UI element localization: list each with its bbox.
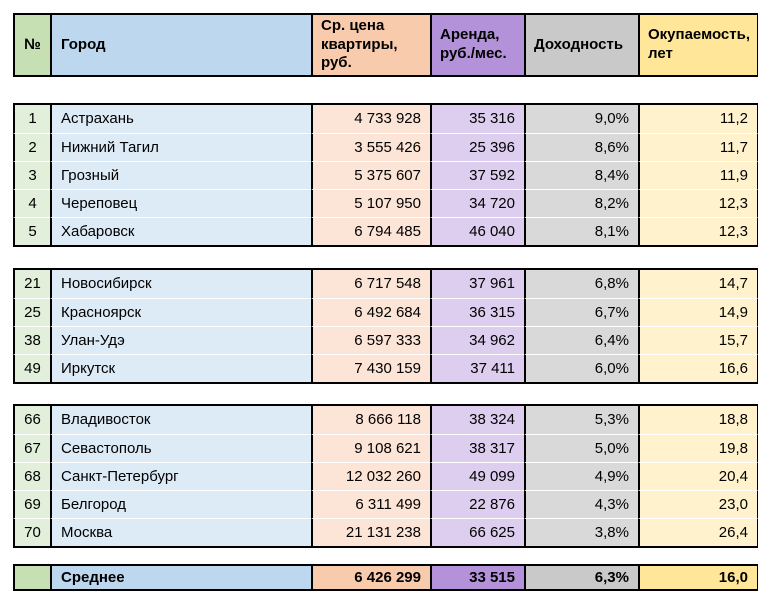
cell-rank: 68 xyxy=(13,462,50,490)
cell-city: Нижний Тагил xyxy=(50,133,311,161)
cell-payback: 14,9 xyxy=(638,298,758,326)
table-row xyxy=(13,133,758,161)
cell-avg-price: 5 375 607 xyxy=(311,161,430,189)
cell-rank: 25 xyxy=(13,298,50,326)
summary-row xyxy=(13,564,758,591)
header-payback: Окупаемость, лет xyxy=(638,15,758,75)
cell-rent: 46 040 xyxy=(430,217,524,245)
cell-yield: 9,0% xyxy=(524,105,638,133)
summary-payback: 16,0 xyxy=(638,566,758,589)
cell-yield: 3,8% xyxy=(524,518,638,546)
cell-city: Белгород xyxy=(50,490,311,518)
cell-rent: 34 962 xyxy=(430,326,524,354)
cell-avg-price: 9 108 621 xyxy=(311,434,430,462)
cell-payback: 11,9 xyxy=(638,161,758,189)
header-yield: Доходность xyxy=(524,15,638,75)
cell-rent: 37 592 xyxy=(430,161,524,189)
cell-yield: 6,8% xyxy=(524,270,638,298)
cell-city: Севастополь xyxy=(50,434,311,462)
header-avg-price: Ср. цена квартиры, руб. xyxy=(311,15,430,75)
cell-city: Санкт-Петербург xyxy=(50,462,311,490)
cell-rent: 37 961 xyxy=(430,270,524,298)
table-row xyxy=(13,217,758,245)
cell-rent: 37 411 xyxy=(430,354,524,382)
table-row xyxy=(13,189,758,217)
cell-city: Владивосток xyxy=(50,406,311,434)
cell-yield: 5,3% xyxy=(524,406,638,434)
cell-avg-price: 5 107 950 xyxy=(311,189,430,217)
cell-yield: 8,1% xyxy=(524,217,638,245)
cell-avg-price: 8 666 118 xyxy=(311,406,430,434)
cell-payback: 11,7 xyxy=(638,133,758,161)
cell-rank: 4 xyxy=(13,189,50,217)
table-row xyxy=(13,326,758,354)
cell-payback: 11,2 xyxy=(638,105,758,133)
cell-rank: 69 xyxy=(13,490,50,518)
table-row xyxy=(13,406,758,434)
cell-avg-price: 6 311 499 xyxy=(311,490,430,518)
cell-payback: 14,7 xyxy=(638,270,758,298)
table-row xyxy=(13,270,758,298)
summary-yield: 6,3% xyxy=(524,566,638,589)
table-row xyxy=(13,490,758,518)
cell-yield: 8,6% xyxy=(524,133,638,161)
cell-avg-price: 6 717 548 xyxy=(311,270,430,298)
cell-city: Астрахань xyxy=(50,105,311,133)
cell-rent: 25 396 xyxy=(430,133,524,161)
cell-city: Новосибирск xyxy=(50,270,311,298)
table-row xyxy=(13,434,758,462)
city-yield-table xyxy=(13,13,758,591)
cell-avg-price: 6 597 333 xyxy=(311,326,430,354)
cell-city: Грозный xyxy=(50,161,311,189)
cell-rank: 66 xyxy=(13,406,50,434)
cell-rent: 22 876 xyxy=(430,490,524,518)
cell-rank: 1 xyxy=(13,105,50,133)
cell-payback: 19,8 xyxy=(638,434,758,462)
cell-city: Улан-Удэ xyxy=(50,326,311,354)
summary-label: Среднее xyxy=(50,566,311,589)
cell-city: Иркутск xyxy=(50,354,311,382)
table-header-row xyxy=(13,13,758,77)
table-row xyxy=(13,518,758,546)
cell-avg-price: 7 430 159 xyxy=(311,354,430,382)
cell-rent: 49 099 xyxy=(430,462,524,490)
cell-rank: 5 xyxy=(13,217,50,245)
cell-yield: 5,0% xyxy=(524,434,638,462)
cell-yield: 6,7% xyxy=(524,298,638,326)
cell-rank: 3 xyxy=(13,161,50,189)
cell-rank: 38 xyxy=(13,326,50,354)
cell-avg-price: 12 032 260 xyxy=(311,462,430,490)
cell-rent: 34 720 xyxy=(430,189,524,217)
cell-yield: 8,2% xyxy=(524,189,638,217)
cell-rank: 49 xyxy=(13,354,50,382)
cell-yield: 6,4% xyxy=(524,326,638,354)
cell-rent: 35 316 xyxy=(430,105,524,133)
cell-city: Хабаровск xyxy=(50,217,311,245)
cell-yield: 4,3% xyxy=(524,490,638,518)
header-rent: Аренда, руб./мес. xyxy=(430,15,524,75)
table-row xyxy=(13,462,758,490)
table-row xyxy=(13,354,758,382)
cell-payback: 23,0 xyxy=(638,490,758,518)
summary-rank-empty xyxy=(13,566,50,589)
cell-yield: 6,0% xyxy=(524,354,638,382)
cell-avg-price: 21 131 238 xyxy=(311,518,430,546)
cell-rank: 2 xyxy=(13,133,50,161)
table-row xyxy=(13,298,758,326)
cell-payback: 26,4 xyxy=(638,518,758,546)
cell-avg-price: 4 733 928 xyxy=(311,105,430,133)
cell-city: Москва xyxy=(50,518,311,546)
cell-avg-price: 6 492 684 xyxy=(311,298,430,326)
table-block-bottom5 xyxy=(13,404,758,548)
cell-payback: 12,3 xyxy=(638,189,758,217)
cell-city: Красноярск xyxy=(50,298,311,326)
table-block-top5 xyxy=(13,103,758,247)
cell-rank: 67 xyxy=(13,434,50,462)
cell-avg-price: 6 794 485 xyxy=(311,217,430,245)
table-block-middle xyxy=(13,268,758,384)
cell-payback: 15,7 xyxy=(638,326,758,354)
cell-yield: 4,9% xyxy=(524,462,638,490)
table-row xyxy=(13,161,758,189)
cell-rank: 70 xyxy=(13,518,50,546)
cell-yield: 8,4% xyxy=(524,161,638,189)
table-row xyxy=(13,105,758,133)
cell-avg-price: 3 555 426 xyxy=(311,133,430,161)
summary-rent: 33 515 xyxy=(430,566,524,589)
summary-avg-price: 6 426 299 xyxy=(311,566,430,589)
cell-rent: 36 315 xyxy=(430,298,524,326)
cell-payback: 16,6 xyxy=(638,354,758,382)
header-city: Город xyxy=(50,15,311,75)
cell-payback: 18,8 xyxy=(638,406,758,434)
cell-rent: 66 625 xyxy=(430,518,524,546)
cell-city: Череповец xyxy=(50,189,311,217)
cell-payback: 12,3 xyxy=(638,217,758,245)
cell-rent: 38 324 xyxy=(430,406,524,434)
cell-rent: 38 317 xyxy=(430,434,524,462)
header-rank: № xyxy=(13,15,50,75)
cell-rank: 21 xyxy=(13,270,50,298)
cell-payback: 20,4 xyxy=(638,462,758,490)
